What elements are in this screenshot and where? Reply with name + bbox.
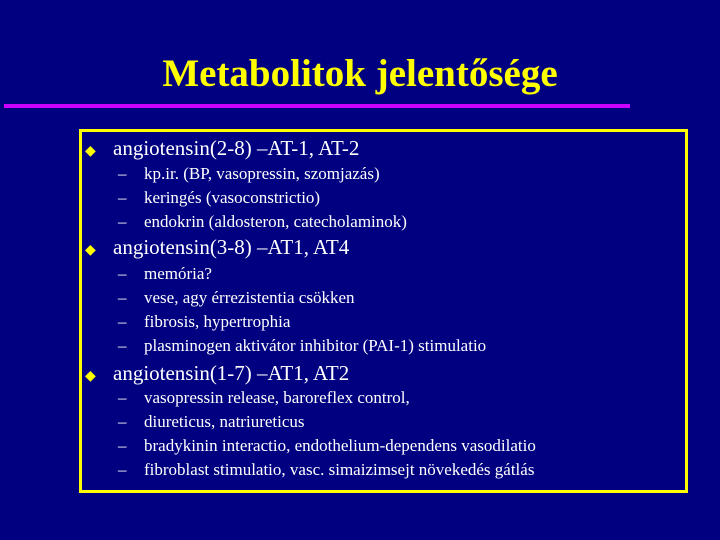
list-item-text: keringés (vasoconstrictio) [144,188,321,207]
list-item-text: plasminogen aktivátor inhibitor (PAI-1) stimulatio [144,336,487,355]
dash-marker: – [118,336,127,355]
section-heading-text: angiotensin(3-8) –AT1, AT4 [113,235,350,259]
list-item [118,162,380,186]
dash-marker: – [118,188,127,207]
dash-marker: – [118,164,127,183]
diamond-bullet-icon: ◆ [85,143,96,159]
list-item [118,210,407,234]
diamond-bullet-icon: ◆ [85,242,96,258]
section-heading-text: angiotensin(2-8) –AT-1, AT-2 [113,136,360,160]
list-item-text: diureticus, natriureticus [144,412,305,431]
list-item-text: vasopressin release, baroreflex control, [144,388,410,407]
list-item [118,310,290,334]
list-item [118,458,534,482]
list-item-text: kp.ir. (BP, vasopressin, szomjazás) [144,164,380,183]
list-item [118,410,305,434]
dash-marker: – [118,412,127,431]
list-item-text: vese, agy érrezistentia csökken [144,288,355,307]
dash-marker: – [118,460,127,479]
dash-marker: – [118,436,127,455]
list-item [118,286,355,310]
slide-title: Metabolitok jelentősége [162,52,558,95]
section-heading [85,360,349,389]
title-underline [4,104,630,108]
section-heading [85,135,359,164]
list-item-text: bradykinin interactio, endothelium-dependens vasodilatio [144,436,536,455]
dash-marker: – [118,388,127,407]
diamond-bullet-icon: ◆ [85,368,96,384]
list-item [118,262,212,286]
dash-marker: – [118,312,127,331]
list-item-text: fibroblast stimulatio, vasc. simaizimsejt növekedés gátlás [144,460,535,479]
dash-marker: – [118,212,127,231]
list-item-text: endokrin (aldosteron, catecholaminok) [144,212,407,231]
section-heading-text: angiotensin(1-7) –AT1, AT2 [113,361,350,385]
list-item [118,386,410,410]
dash-marker: – [118,264,127,283]
list-item [118,434,536,458]
list-item [118,186,320,210]
list-item-text: fibrosis, hypertrophia [144,312,291,331]
dash-marker: – [118,288,127,307]
section-heading [85,234,349,263]
list-item [118,334,486,358]
list-item-text: memória? [144,264,212,283]
